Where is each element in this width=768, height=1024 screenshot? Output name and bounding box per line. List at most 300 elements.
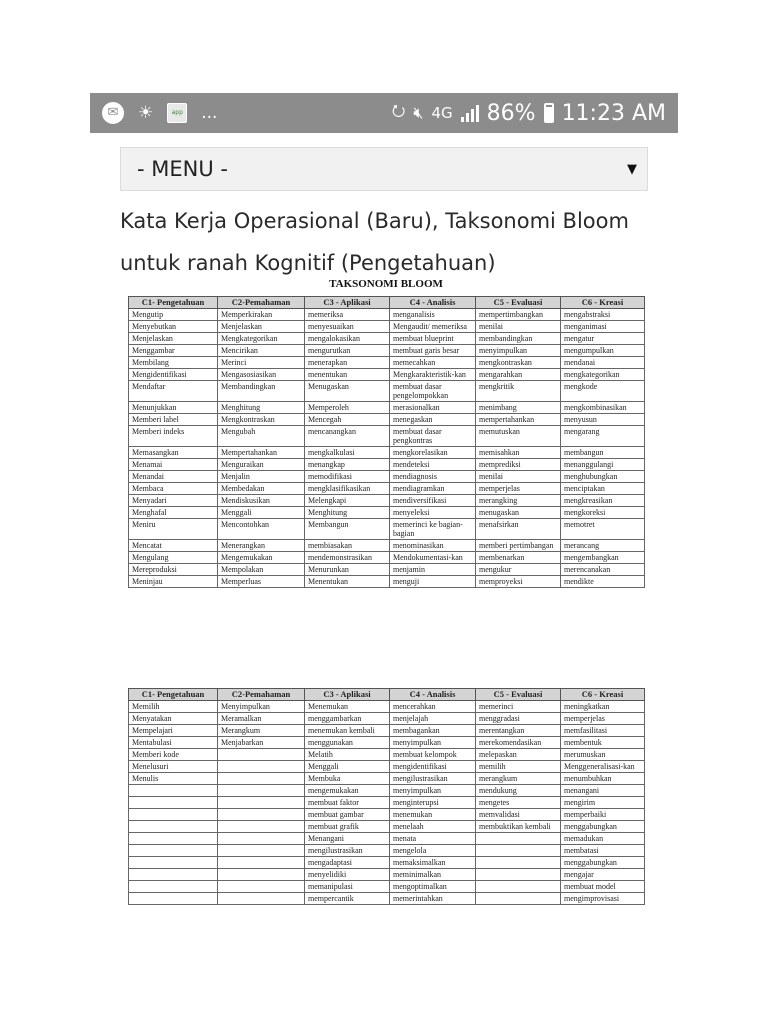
- table-cell: mempertahankan: [476, 414, 561, 426]
- table-cell: memerinci ke bagian-bagian: [390, 519, 476, 540]
- table-cell: [218, 761, 305, 773]
- table-row: [129, 483, 645, 495]
- table-row: [129, 857, 645, 869]
- table-cell: Mengkarakteristik-kan: [390, 369, 476, 381]
- table-cell: menegaskan: [390, 414, 476, 426]
- table-cell: mengkombinasikan: [561, 402, 645, 414]
- table-cell: memperbaiki: [561, 809, 645, 821]
- table-cell: Mentabulasi: [129, 737, 218, 749]
- table-cell: membenarkan: [476, 552, 561, 564]
- table-cell: Membilang: [129, 357, 218, 369]
- table-cell: menginterupsi: [390, 797, 476, 809]
- table-cell: Menjabarkan: [218, 737, 305, 749]
- table-cell: menghubungkan: [561, 471, 645, 483]
- table-cell: memutuskan: [476, 426, 561, 447]
- table-cell: [129, 869, 218, 881]
- table-cell: Memberi label: [129, 414, 218, 426]
- table-cell: Meramalkan: [218, 713, 305, 725]
- table-cell: mempertimbangkan: [476, 309, 561, 321]
- table-cell: mengirim: [561, 797, 645, 809]
- table-cell: [129, 821, 218, 833]
- table-cell: Membangun: [305, 519, 390, 540]
- table-row: [129, 809, 645, 821]
- table-cell: menangani: [561, 785, 645, 797]
- table-row: [129, 821, 645, 833]
- table-row: [129, 357, 645, 369]
- table-cell: [218, 869, 305, 881]
- table-cell: memecahkan: [390, 357, 476, 369]
- table-cell: Menyimpulkan: [218, 701, 305, 713]
- table-cell: Menghitung: [218, 402, 305, 414]
- table-cell: menelaah: [390, 821, 476, 833]
- table-cell: mengidentifikasi: [390, 761, 476, 773]
- table-cell: mengelola: [390, 845, 476, 857]
- signal-icon: [461, 104, 479, 122]
- table-cell: mengembangkan: [561, 552, 645, 564]
- title-line-2: untuk ranah Kognitif (Pengetahuan): [120, 251, 496, 275]
- table-cell: Mengubah: [218, 426, 305, 447]
- table-row: [129, 540, 645, 552]
- table-cell: Menangani: [305, 833, 390, 845]
- table-row: [129, 576, 645, 588]
- table-row: [129, 471, 645, 483]
- table-cell: [476, 881, 561, 893]
- table-cell: memberi pertimbangan: [476, 540, 561, 552]
- column-header: C6 - Kreasi: [561, 689, 645, 701]
- table-cell: mempercantik: [305, 893, 390, 905]
- clock: 11:23 AM: [561, 100, 666, 126]
- table-cell: Menunjukkan: [129, 402, 218, 414]
- table-cell: Mengkategorikan: [218, 333, 305, 345]
- table-cell: Mempertahankan: [218, 447, 305, 459]
- mute-icon: 🔇︎: [413, 103, 424, 122]
- table-cell: [476, 857, 561, 869]
- table-cell: [476, 869, 561, 881]
- table-cell: membuat blueprint: [390, 333, 476, 345]
- table-cell: Mengemukakan: [218, 552, 305, 564]
- table-cell: Menggeneralisasi-kan: [561, 761, 645, 773]
- table-row: [129, 785, 645, 797]
- table-cell: mengkalkulasi: [305, 447, 390, 459]
- table-cell: menjelajah: [390, 713, 476, 725]
- table-cell: merentangkan: [476, 725, 561, 737]
- table-cell: mengarang: [561, 426, 645, 447]
- table-cell: memperjelas: [561, 713, 645, 725]
- table-cell: [129, 881, 218, 893]
- table-cell: Mempolakan: [218, 564, 305, 576]
- table-cell: membagankan: [390, 725, 476, 737]
- more-notifications: ...: [201, 103, 218, 123]
- table-cell: [476, 833, 561, 845]
- battery-saver-icon: ⭮: [391, 100, 406, 120]
- table-cell: Menjelaskan: [129, 333, 218, 345]
- table-cell: melepaskan: [476, 749, 561, 761]
- table-cell: mengemukakan: [305, 785, 390, 797]
- table-row: [129, 507, 645, 519]
- table-cell: [218, 881, 305, 893]
- column-header: C4 - Analisis: [390, 689, 476, 701]
- table-cell: menyesuaikan: [305, 321, 390, 333]
- table-cell: Mengkontraskan: [218, 414, 305, 426]
- table-row: [129, 881, 645, 893]
- table-cell: memprediksi: [476, 459, 561, 471]
- table-cell: [218, 797, 305, 809]
- table-cell: memadukan: [561, 833, 645, 845]
- table-cell: Menggali: [218, 507, 305, 519]
- table-row: [129, 552, 645, 564]
- table-cell: Membandingkan: [218, 381, 305, 402]
- table-cell: meningkatkan: [561, 701, 645, 713]
- table-cell: [129, 797, 218, 809]
- column-header: C2-Pemahaman: [218, 689, 305, 701]
- table-cell: menanggulangi: [561, 459, 645, 471]
- table-cell: Menggali: [305, 761, 390, 773]
- table-row: [129, 414, 645, 426]
- table-cell: merumuskan: [561, 749, 645, 761]
- column-header: C6 - Kreasi: [561, 297, 645, 309]
- table-cell: membuat kelompok: [390, 749, 476, 761]
- table-cell: mengkritik: [476, 381, 561, 402]
- table-cell: Menugaskan: [305, 381, 390, 402]
- weather-icon: ☀: [138, 103, 154, 123]
- table-cell: mengumpulkan: [561, 345, 645, 357]
- table-cell: mendiagnosis: [390, 471, 476, 483]
- table-cell: menjamin: [390, 564, 476, 576]
- table-cell: Menurunkan: [305, 564, 390, 576]
- table-cell: Menghafal: [129, 507, 218, 519]
- table-cell: mengklasifikasikan: [305, 483, 390, 495]
- table-cell: merangkum: [476, 773, 561, 785]
- table-cell: menata: [390, 833, 476, 845]
- table-cell: menyusun: [561, 414, 645, 426]
- table-row: [129, 309, 645, 321]
- table-cell: Membuka: [305, 773, 390, 785]
- table-cell: menominasikan: [390, 540, 476, 552]
- dropdown-arrow-icon: ▼: [627, 161, 637, 177]
- column-header: C3 - Aplikasi: [305, 297, 390, 309]
- system-icons: [392, 100, 678, 127]
- table-cell: menggambarkan: [305, 713, 390, 725]
- table-cell: membiasakan: [305, 540, 390, 552]
- table-cell: menggabungkan: [561, 857, 645, 869]
- table-cell: memerinci: [476, 701, 561, 713]
- table-cell: mengkode: [561, 381, 645, 402]
- table-cell: [476, 845, 561, 857]
- table-cell: Menguraikan: [218, 459, 305, 471]
- table-cell: Menyebutkan: [129, 321, 218, 333]
- table-cell: Meniru: [129, 519, 218, 540]
- table-cell: menggradasi: [476, 713, 561, 725]
- table-row: [129, 725, 645, 737]
- table-row: [129, 345, 645, 357]
- table-cell: menilai: [476, 321, 561, 333]
- table-row: [129, 893, 645, 905]
- table-cell: [129, 857, 218, 869]
- table-cell: mengkorelasikan: [390, 447, 476, 459]
- table-cell: memilih: [476, 761, 561, 773]
- table-cell: Menamai: [129, 459, 218, 471]
- table-cell: Mencirikan: [218, 345, 305, 357]
- table-cell: [129, 845, 218, 857]
- table-cell: menimbang: [476, 402, 561, 414]
- app-icon: app: [167, 103, 187, 123]
- table-cell: Mengidentifikasi: [129, 369, 218, 381]
- table-cell: Merinci: [218, 357, 305, 369]
- table-cell: membuat dasar pengkontras: [390, 426, 476, 447]
- table-cell: Mendokumentasi-kan: [390, 552, 476, 564]
- table-cell: Mengulang: [129, 552, 218, 564]
- table-cell: menyimpulkan: [390, 785, 476, 797]
- table-cell: memaksimalkan: [390, 857, 476, 869]
- table-cell: [218, 833, 305, 845]
- table-row: [129, 426, 645, 447]
- table-cell: mengurutkan: [305, 345, 390, 357]
- table-row: [129, 333, 645, 345]
- table-cell: mendukung: [476, 785, 561, 797]
- table-cell: [129, 833, 218, 845]
- table-cell: mengkreasikan: [561, 495, 645, 507]
- table-cell: menemukan kembali: [305, 725, 390, 737]
- table-cell: Menelusuri: [129, 761, 218, 773]
- network-type: 4G: [431, 103, 453, 122]
- table-cell: mengabstraksi: [561, 309, 645, 321]
- table-row: [129, 369, 645, 381]
- table-cell: [476, 893, 561, 905]
- table-cell: membandingkan: [476, 333, 561, 345]
- table-cell: Mencatat: [129, 540, 218, 552]
- table-cell: Memberi indeks: [129, 426, 218, 447]
- table-row: [129, 381, 645, 402]
- table-cell: mengkoreksi: [561, 507, 645, 519]
- table-cell: membatasi: [561, 845, 645, 857]
- column-header: C4 - Analisis: [390, 297, 476, 309]
- menu-label: - MENU -: [137, 157, 228, 181]
- table-cell: [218, 785, 305, 797]
- table-cell: memproyeksi: [476, 576, 561, 588]
- table-cell: mendiversifikasi: [390, 495, 476, 507]
- table-cell: Melengkapi: [305, 495, 390, 507]
- table-cell: memodifikasi: [305, 471, 390, 483]
- table-cell: mengatur: [561, 333, 645, 345]
- table-row: [129, 773, 645, 785]
- column-header: C2-Pemahaman: [218, 297, 305, 309]
- page-title: [120, 200, 660, 284]
- table-cell: Mengaudit/ memeriksa: [390, 321, 476, 333]
- table-cell: [218, 809, 305, 821]
- table-row: [129, 564, 645, 576]
- table-cell: menafsirkan: [476, 519, 561, 540]
- table-header-row: [129, 297, 645, 309]
- table-row: [129, 833, 645, 845]
- table-cell: Mereproduksi: [129, 564, 218, 576]
- table-row: [129, 845, 645, 857]
- table-cell: Merangkum: [218, 725, 305, 737]
- table-cell: membuat gambar: [305, 809, 390, 821]
- table-row: [129, 797, 645, 809]
- table-row: [129, 749, 645, 761]
- table-cell: mengkategorikan: [561, 369, 645, 381]
- battery-icon: [544, 103, 554, 123]
- table-cell: Memperluas: [218, 576, 305, 588]
- table-cell: menumbuhkan: [561, 773, 645, 785]
- table-cell: Mencegah: [305, 414, 390, 426]
- table-cell: Menentukan: [305, 576, 390, 588]
- table-row: [129, 459, 645, 471]
- table-cell: Memilih: [129, 701, 218, 713]
- table-row: [129, 495, 645, 507]
- table-cell: mengimprovisasi: [561, 893, 645, 905]
- table-cell: Membedakan: [218, 483, 305, 495]
- table-cell: membuktikan kembali: [476, 821, 561, 833]
- table-cell: Mempelajari: [129, 725, 218, 737]
- table-cell: menganimasi: [561, 321, 645, 333]
- table-cell: mengukur: [476, 564, 561, 576]
- table-cell: menerapkan: [305, 357, 390, 369]
- table-cell: Menggambar: [129, 345, 218, 357]
- table-cell: Mencontohkan: [218, 519, 305, 540]
- table-cell: mengilustrasikan: [305, 845, 390, 857]
- table-cell: mengadaptasi: [305, 857, 390, 869]
- bloom-table-2: [128, 688, 645, 905]
- table-cell: membentuk: [561, 737, 645, 749]
- table-cell: mengajar: [561, 869, 645, 881]
- table-cell: Menemukan: [305, 701, 390, 713]
- table-cell: [218, 845, 305, 857]
- table-cell: Menyadari: [129, 495, 218, 507]
- table-cell: menggabungkan: [561, 821, 645, 833]
- table-cell: memisahkan: [476, 447, 561, 459]
- table-cell: meminimalkan: [390, 869, 476, 881]
- table-cell: Menjalin: [218, 471, 305, 483]
- status-bar: [90, 93, 678, 133]
- table-cell: Mendiskusikan: [218, 495, 305, 507]
- table-cell: [129, 893, 218, 905]
- table-cell: merekomendasikan: [476, 737, 561, 749]
- table-cell: memperjelas: [476, 483, 561, 495]
- table-cell: merangking: [476, 495, 561, 507]
- table-cell: merasionalkan: [390, 402, 476, 414]
- table-cell: menugaskan: [476, 507, 561, 519]
- table-cell: merencanakan: [561, 564, 645, 576]
- table-cell: mengkontraskan: [476, 357, 561, 369]
- table-cell: mengetes: [476, 797, 561, 809]
- table-cell: membangun: [561, 447, 645, 459]
- table-cell: mencerahkan: [390, 701, 476, 713]
- table-cell: Memperoleh: [305, 402, 390, 414]
- column-header: C5 - Evaluasi: [476, 297, 561, 309]
- table-cell: memotret: [561, 519, 645, 540]
- table-caption: TAKSONOMI BLOOM: [329, 278, 443, 290]
- table-cell: Menandai: [129, 471, 218, 483]
- table-cell: Meninjau: [129, 576, 218, 588]
- table-cell: Mengasosiasikan: [218, 369, 305, 381]
- table-cell: Menyatakan: [129, 713, 218, 725]
- table-cell: [218, 749, 305, 761]
- table-cell: mendeteksi: [390, 459, 476, 471]
- table-cell: Menghitung: [305, 507, 390, 519]
- table-cell: memfasilitasi: [561, 725, 645, 737]
- table-cell: [218, 857, 305, 869]
- table-cell: mengarahkan: [476, 369, 561, 381]
- table-cell: memanipulasi: [305, 881, 390, 893]
- table-cell: Melatih: [305, 749, 390, 761]
- table-cell: Memasangkan: [129, 447, 218, 459]
- table-cell: membuat model: [561, 881, 645, 893]
- table-row: [129, 701, 645, 713]
- table-row: [129, 447, 645, 459]
- column-header: C5 - Evaluasi: [476, 689, 561, 701]
- menu-select[interactable]: [120, 147, 648, 191]
- table-row: [129, 869, 645, 881]
- table-cell: Membaca: [129, 483, 218, 495]
- table-cell: mengoptimalkan: [390, 881, 476, 893]
- table-cell: [129, 809, 218, 821]
- table-cell: membuat garis besar: [390, 345, 476, 357]
- table-cell: menggunakan: [305, 737, 390, 749]
- table-cell: menguji: [390, 576, 476, 588]
- table-cell: Mendaftar: [129, 381, 218, 402]
- table-cell: [218, 893, 305, 905]
- table-cell: menganalisis: [390, 309, 476, 321]
- table-cell: Memberi kode: [129, 749, 218, 761]
- table-row: [129, 519, 645, 540]
- table-cell: mengalokasikan: [305, 333, 390, 345]
- table-header-row: [129, 689, 645, 701]
- table-row: [129, 402, 645, 414]
- table-cell: memvalidasi: [476, 809, 561, 821]
- table-cell: menilai: [476, 471, 561, 483]
- column-header: C1- Pengetahuan: [129, 689, 218, 701]
- table-cell: Menulis: [129, 773, 218, 785]
- table-cell: [218, 773, 305, 785]
- bloom-table-1: [128, 296, 645, 588]
- table-cell: menyelidiki: [305, 869, 390, 881]
- battery-percent: 86%: [486, 100, 536, 126]
- table-cell: menangkap: [305, 459, 390, 471]
- title-line-1: Kata Kerja Operasional (Baru), Taksonomi Bloom: [120, 209, 629, 233]
- table-cell: menyimpulkan: [390, 737, 476, 749]
- table-cell: Menjelaskan: [218, 321, 305, 333]
- table-cell: Menerangkan: [218, 540, 305, 552]
- table-cell: memerintahkan: [390, 893, 476, 905]
- table-cell: menyeleksi: [390, 507, 476, 519]
- table-cell: mendikte: [561, 576, 645, 588]
- table-cell: membuat dasar pengelompokkan: [390, 381, 476, 402]
- table-cell: mendiagramkan: [390, 483, 476, 495]
- table-row: [129, 713, 645, 725]
- table-cell: mendemonstrasikan: [305, 552, 390, 564]
- table-cell: mendanai: [561, 357, 645, 369]
- table-cell: [218, 821, 305, 833]
- table-cell: menciptakan: [561, 483, 645, 495]
- table-cell: membuat grafik: [305, 821, 390, 833]
- column-header: C1- Pengetahuan: [129, 297, 218, 309]
- table-cell: membuat faktor: [305, 797, 390, 809]
- column-header: C3 - Aplikasi: [305, 689, 390, 701]
- notification-icons: [90, 102, 217, 124]
- table-cell: Mengutip: [129, 309, 218, 321]
- table-cell: mencanangkan: [305, 426, 390, 447]
- table-cell: menentukan: [305, 369, 390, 381]
- table-cell: menyimpulkan: [476, 345, 561, 357]
- table-cell: [129, 785, 218, 797]
- table-cell: mengilustrasikan: [390, 773, 476, 785]
- messenger-icon: ✉: [102, 102, 124, 124]
- table-cell: merancang: [561, 540, 645, 552]
- table-cell: Memperkirakan: [218, 309, 305, 321]
- table-row: [129, 761, 645, 773]
- table-row: [129, 321, 645, 333]
